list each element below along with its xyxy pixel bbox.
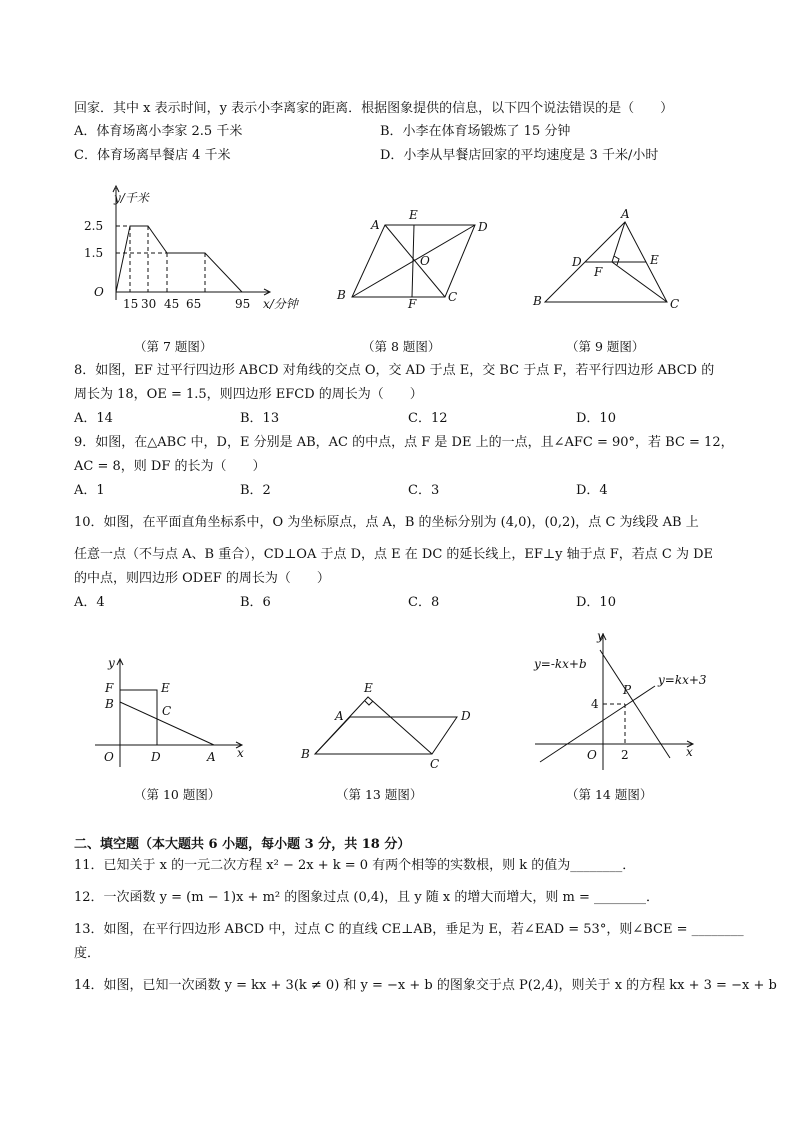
fig14-label-x: x — [686, 745, 693, 759]
section-2-title: 二、填空题（本大题共 6 小题，每小题 3 分，共 18 分） — [74, 837, 411, 852]
fig10-label-o: O — [104, 750, 114, 764]
fig7-graph-line — [116, 226, 242, 292]
q10-stem-line-2: 任意一点（不与点 A、B 重合），CD⊥OA 于点 D，点 E 在 DC 的延长线上，EF⊥y 轴于点 F，若点 C 为 DE — [74, 547, 714, 562]
fig9-caption: （第 9 题图） — [566, 339, 645, 354]
figure-10 — [90, 655, 260, 775]
q9-stem-line-2: AC = 8，则 DF 的长为（ ） — [74, 459, 266, 474]
q9-option-c: C．3 — [408, 483, 440, 498]
q10-stem-line-3: 的中点，则四边形 ODEF 的周长为（ ） — [74, 571, 330, 586]
fig14-label-o: O — [587, 748, 597, 762]
fig13-label-e: E — [364, 681, 373, 695]
fig14-caption: （第 14 题图） — [566, 787, 653, 802]
fig9-label-b: B — [533, 294, 542, 308]
fig7-x-tick: 95 — [235, 297, 251, 311]
fig7-x-tick: 30 — [141, 297, 157, 311]
fig10-caption: （第 10 题图） — [134, 787, 221, 802]
fig10-label-c: C — [162, 704, 172, 718]
figure-8 — [335, 205, 505, 311]
fig8-label-e: E — [409, 208, 418, 222]
fig14-label-line-kx-3: y=kx+3 — [658, 673, 707, 687]
fig9-label-f: F — [594, 265, 603, 279]
fig14-label-2: 2 — [621, 748, 629, 762]
q10-option-a: A．4 — [74, 595, 105, 610]
fig13-caption: （第 13 题图） — [336, 787, 423, 802]
fig8-label-a: A — [371, 218, 380, 232]
fig13-label-b: B — [301, 747, 310, 761]
q10-option-b: B．6 — [240, 595, 271, 610]
fig10-label-a: A — [207, 750, 216, 764]
q11-text: 11．已知关于 x 的一元二次方程 x² − 2x + k = 0 有两个相等的实数根，则 k 的值为________． — [74, 858, 636, 873]
fig14-label-line-neg-kx-b: y=-kx+b — [534, 657, 587, 671]
q8-stem-line-2: 周长为 18，OE = 1.5，则四边形 EFCD 的周长为（ ） — [74, 387, 423, 402]
fig9-label-d: D — [572, 255, 582, 269]
fig7-x-tick: 15 — [123, 297, 139, 311]
q7-option-c: C．体育场离早餐店 4 千米 — [74, 148, 231, 163]
fig10-label-e: E — [161, 681, 170, 695]
fig8-label-f: F — [408, 297, 417, 311]
q8-option-b: B．13 — [240, 411, 280, 426]
fig7-origin: O — [94, 285, 104, 299]
fig8-label-c: C — [448, 290, 458, 304]
q10-stem-line-1: 10．如图，在平面直角坐标系中，O 为坐标原点，点 A，B 的坐标分别为 (4,0)，(0,2)，点 C 为线段 AB 上 — [74, 515, 699, 530]
fig10-label-y: y — [108, 656, 115, 670]
q13-line-2: 度． — [74, 946, 101, 961]
q7-option-b: B．小李在体育场锻炼了 15 分钟 — [380, 124, 571, 139]
fig10-label-b: B — [105, 697, 114, 711]
fig10-rectangle-odef — [120, 690, 157, 745]
fig8-diagonal-ac — [385, 225, 445, 297]
fig8-label-b: B — [337, 288, 346, 302]
q8-option-d: D．10 — [576, 411, 616, 426]
figure-7 — [80, 180, 310, 320]
fig9-segment-fc — [612, 262, 667, 302]
fig10-label-f: F — [105, 681, 114, 695]
fig7-x-tick: 45 — [164, 297, 180, 311]
fig8-caption: （第 8 题图） — [362, 339, 441, 354]
figure-13 — [295, 680, 485, 790]
q7-option-d: D．小李从早餐店回家的平均速度是 3 千米/小时 — [380, 148, 659, 163]
fig13-label-a: A — [335, 709, 344, 723]
q10-option-c: C．8 — [408, 595, 440, 610]
fig7-caption: （第 7 题图） — [134, 339, 213, 354]
fig8-label-d: D — [478, 220, 488, 234]
q8-option-c: C．12 — [408, 411, 448, 426]
fig8-label-o: O — [420, 254, 430, 268]
fig9-label-e: E — [650, 253, 659, 267]
q9-option-a: A．1 — [74, 483, 105, 498]
fig13-label-c: C — [430, 757, 440, 771]
q7-option-a: A．体育场离小李家 2.5 千米 — [74, 124, 243, 139]
fig10-label-x: x — [237, 746, 244, 760]
fig7-y-tick: 1.5 — [84, 246, 104, 260]
q12-text: 12．一次函数 y = (m − 1)x + m² 的图象过点 (0,4)，且 y 随 x 的增大而增大，则 m = ________． — [74, 890, 660, 905]
q7-stem: 回家．其中 x 表示时间，y 表示小李离家的距离．根据图象提供的信息，以下四个说法错误的是（ ） — [74, 101, 674, 116]
fig7-y-label: y/千米 — [114, 191, 149, 205]
figure-14 — [525, 628, 725, 778]
fig9-label-c: C — [670, 297, 680, 311]
fig14-label-y: y — [597, 629, 604, 643]
fig14-label-p: P — [623, 683, 632, 697]
q13-line-1: 13．如图，在平行四边形 ABCD 中，过点 C 的直线 CE⊥AB，垂足为 E，若∠EAD = 53°，则∠BCE = ________ — [74, 922, 744, 937]
q8-option-a: A．14 — [74, 411, 113, 426]
fig14-label-4: 4 — [591, 697, 599, 711]
q10-option-d: D．10 — [576, 595, 616, 610]
fig9-label-a: A — [621, 207, 630, 221]
fig13-segment-bec — [315, 697, 432, 754]
fig7-x-label: x/分钟 — [263, 297, 298, 311]
fig7-y-tick: 2.5 — [84, 219, 104, 233]
q9-option-d: D．4 — [576, 483, 608, 498]
q14-text: 14．如图，已知一次函数 y = kx + 3(k ≠ 0) 和 y = −x + b 的图象交于点 P(2,4)，则关于 x 的方程 kx + 3 = −x + b — [74, 978, 777, 993]
fig13-label-d: D — [461, 709, 471, 723]
figure-9 — [530, 207, 690, 311]
fig10-label-d: D — [151, 750, 161, 764]
q9-option-b: B．2 — [240, 483, 271, 498]
fig7-x-tick: 65 — [186, 297, 202, 311]
q9-stem-line-1: 9．如图，在△ABC 中，D，E 分别是 AB，AC 的中点，点 F 是 DE 上的一点，且∠AFC = 90°，若 BC = 12， — [74, 435, 734, 450]
q8-stem-line-1: 8．如图，EF 过平行四边形 ABCD 对角线的交点 O，交 AD 于点 E，交 BC 于点 F，若平行四边形 ABCD 的 — [74, 363, 715, 378]
fig13-right-angle-mark — [365, 701, 373, 705]
